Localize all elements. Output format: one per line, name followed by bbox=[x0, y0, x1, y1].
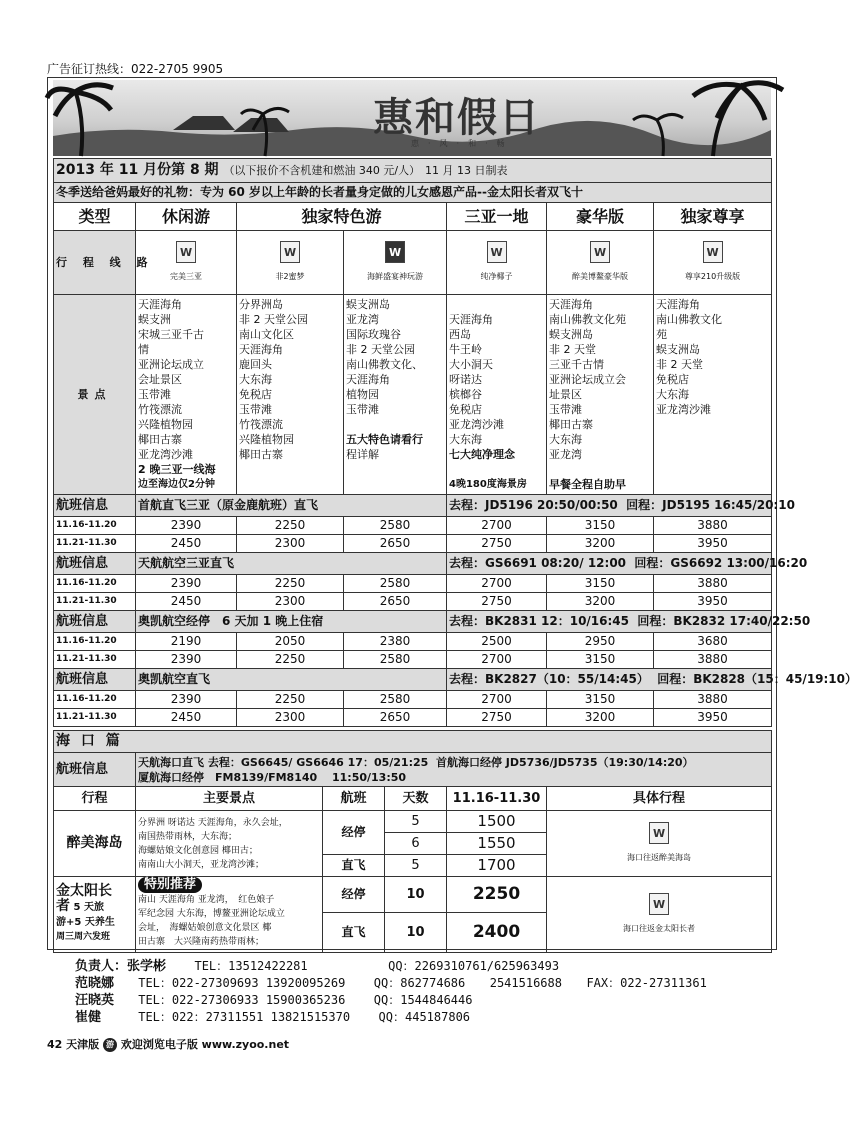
route1-days: 6 bbox=[385, 833, 447, 855]
col-type: 类型 bbox=[54, 203, 136, 231]
price-cell: 2450 bbox=[136, 709, 237, 727]
sights-sanya-only bbox=[447, 295, 547, 495]
sight-item: 亚洲论坛成立 bbox=[138, 358, 204, 371]
sight-item: 非 2 天堂公园 bbox=[239, 313, 308, 326]
route2-days: 10 bbox=[385, 877, 447, 913]
contact-tel: TEL：13512422281 bbox=[194, 959, 308, 973]
contact-tel: TEL：022-27306933 15900365236 bbox=[138, 993, 346, 1007]
date-range: 11.21-11.30 bbox=[54, 593, 136, 611]
sight-line: 会址， 海螺姑娘创意文化景区 椰 bbox=[138, 923, 272, 933]
price-cell: 2750 bbox=[447, 709, 547, 727]
sight-item: 址景区 bbox=[549, 388, 582, 401]
price-cell: 2500 bbox=[447, 633, 547, 651]
col-luxury: 豪华版 bbox=[547, 203, 654, 231]
sight-item: 天涯海角 bbox=[346, 373, 390, 386]
sight-item: 玉带滩 bbox=[138, 388, 171, 401]
route1-direct: 直飞 bbox=[323, 855, 385, 877]
sight-item: 天涯海角 bbox=[138, 298, 182, 311]
price-cell: 2390 bbox=[136, 575, 237, 593]
price-cell: 2750 bbox=[447, 593, 547, 611]
price-cell: 2650 bbox=[344, 709, 447, 727]
contact-qq: QQ：862774686 bbox=[373, 976, 466, 990]
price-cell: 2580 bbox=[344, 517, 447, 535]
flight-return: 回程：JD5195 16:45/20:10 bbox=[626, 498, 795, 512]
route1-price: 1550 bbox=[447, 833, 547, 855]
route2-sights bbox=[136, 877, 323, 953]
flight-outbound: 去程：BK2831 12：10/16:45 bbox=[449, 614, 630, 628]
promo-row bbox=[54, 183, 772, 203]
haikou-col-flight: 航班 bbox=[323, 787, 385, 811]
flight-carrier: 天航航空三亚直飞 bbox=[136, 553, 447, 575]
route2-days: 10 bbox=[385, 913, 447, 953]
route-doc-3[interactable] bbox=[344, 231, 447, 295]
haikou-col-detail: 具体行程 bbox=[547, 787, 772, 811]
sight-item: 苑 bbox=[656, 328, 667, 341]
sight-item: 程详解 bbox=[346, 448, 379, 461]
sight-item: 三亚千古情 bbox=[549, 358, 604, 371]
price-cell: 3200 bbox=[547, 535, 654, 553]
contact-name: 负责人：张学彬 bbox=[75, 959, 167, 974]
price-cell: 2700 bbox=[447, 517, 547, 535]
route1-days: 5 bbox=[385, 811, 447, 833]
flight-label: 航班信息 bbox=[54, 669, 136, 691]
price-row bbox=[54, 709, 772, 727]
sight-item: 西岛 bbox=[449, 328, 471, 341]
flight-return: 回程：BK2828（15：45/19:10） bbox=[657, 672, 857, 686]
route2-doc-label: 海口往返金太阳长者 bbox=[623, 924, 696, 933]
page-number: 42 天津版 bbox=[47, 1038, 100, 1051]
price-cell: 2300 bbox=[237, 593, 344, 611]
sight-item bbox=[449, 297, 544, 312]
price-cell: 2250 bbox=[237, 691, 344, 709]
sight-line: 分界洲 呀诺达 天涯海角，永久会址， bbox=[138, 817, 288, 828]
contact-qq: QQ：2269310761/625963493 bbox=[388, 959, 560, 973]
price-cell: 2300 bbox=[237, 709, 344, 727]
sight-item: 植物园 bbox=[346, 388, 379, 401]
price-cell: 2250 bbox=[237, 517, 344, 535]
contact-name: 汪晓英 bbox=[75, 993, 115, 1008]
contact-name: 崔健 bbox=[75, 1010, 102, 1025]
haikou-section-row bbox=[54, 731, 772, 753]
sight-item: 大东海 bbox=[549, 433, 582, 446]
route2-direct: 直飞 bbox=[323, 913, 385, 953]
sight-item: 2 晚三亚一线海 bbox=[138, 463, 216, 476]
haikou-route1-row bbox=[54, 811, 772, 833]
date-range: 11.16-11.20 bbox=[54, 517, 136, 535]
sight-item: 亚龙湾 bbox=[346, 313, 379, 326]
brand-logo: 惠和假日 bbox=[373, 94, 541, 141]
price-row bbox=[54, 535, 772, 553]
price-cell: 2390 bbox=[136, 691, 237, 709]
route2-name-line: 游+5 天养生 bbox=[56, 917, 115, 928]
price-row bbox=[54, 575, 772, 593]
flight-return: 回程：GS6692 13:00/16:20 bbox=[634, 556, 808, 570]
price-cell: 3200 bbox=[547, 593, 654, 611]
sight-item: 槟榔谷 bbox=[449, 388, 482, 401]
price-cell: 2190 bbox=[136, 633, 237, 651]
date-range: 11.16-11.20 bbox=[54, 691, 136, 709]
flight-times bbox=[447, 553, 808, 575]
price-row bbox=[54, 633, 772, 651]
flight-times bbox=[447, 495, 795, 517]
price-cell: 2650 bbox=[344, 593, 447, 611]
sight-item: 五大特色请看行 bbox=[346, 433, 423, 446]
route2-name-line: 者 bbox=[56, 898, 70, 914]
flight-carrier: 奥凯航空经停 6 天加 1 晚上住宿 bbox=[136, 611, 447, 633]
route-doc-label: 海鲜盛宴神玩游 bbox=[367, 272, 423, 281]
sight-item: 玉带滩 bbox=[346, 403, 379, 416]
price-cell: 3880 bbox=[654, 517, 772, 535]
flight-outbound: 去程：GS6691 08:20/ 12:00 bbox=[449, 556, 627, 570]
sight-item: 竹筏漂流 bbox=[138, 403, 182, 416]
route-doc-label: 非2蜜梦 bbox=[275, 272, 305, 281]
route1-price: 1700 bbox=[447, 855, 547, 877]
sight-item: 蜈支洲 bbox=[138, 313, 171, 326]
route1-sights bbox=[136, 811, 323, 877]
price-cell: 2700 bbox=[447, 575, 547, 593]
sight-item: 亚龙湾沙滩 bbox=[449, 418, 504, 431]
sights-luxury bbox=[547, 295, 654, 495]
sight-item: 兴隆植物园 bbox=[138, 418, 193, 431]
price-cell: 2390 bbox=[136, 517, 237, 535]
price-cell: 3880 bbox=[654, 575, 772, 593]
price-cell: 3150 bbox=[547, 691, 654, 709]
flight-info-row bbox=[54, 669, 772, 691]
price-table bbox=[53, 158, 857, 727]
price-note: （以下报价不含机建和燃油 340 元/人） bbox=[223, 164, 421, 177]
flight-times bbox=[447, 611, 811, 633]
sight-item: 南山佛教文化苑 bbox=[549, 313, 626, 326]
price-cell: 3200 bbox=[547, 709, 654, 727]
route2-name bbox=[54, 877, 136, 953]
sight-item: 亚龙湾沙滩 bbox=[138, 448, 193, 461]
route-doc-label: 醉美博鳌豪华版 bbox=[572, 272, 628, 281]
word-doc-icon bbox=[280, 241, 300, 263]
sight-item: 非 2 天堂公园 bbox=[346, 343, 415, 356]
sight-item: 天涯海角 bbox=[656, 298, 700, 311]
sight-item: 4晚180度海景房 bbox=[449, 479, 527, 490]
sight-line: 南国热带雨林，大东海； bbox=[138, 831, 238, 842]
flight-label: 航班信息 bbox=[54, 495, 136, 517]
haikou-flight-line: 首航海口经停 JD5736/JD5735（19:30/14:20） bbox=[435, 755, 694, 769]
route2-price: 2400 bbox=[447, 913, 547, 953]
promo-text: 冬季送给爸妈最好的礼物：专为 60 岁以上年龄的长者量身定做的儿女感恩产品--金太阳长者双飞十 bbox=[54, 183, 772, 203]
sight-item: 天涯海角 bbox=[239, 343, 283, 356]
sight-item: 亚龙湾 bbox=[549, 448, 582, 461]
sight-item: 玉带滩 bbox=[549, 403, 582, 416]
sights-special-b bbox=[344, 295, 447, 495]
route1-days: 5 bbox=[385, 855, 447, 877]
route-doc-2[interactable] bbox=[237, 231, 344, 295]
col-leisure: 休闲游 bbox=[136, 203, 237, 231]
flight-label: 航班信息 bbox=[54, 553, 136, 575]
price-cell: 2950 bbox=[547, 633, 654, 651]
price-cell: 3950 bbox=[654, 535, 772, 553]
flight-carrier: 奥凯航空直飞 bbox=[136, 669, 447, 691]
price-cell: 2450 bbox=[136, 593, 237, 611]
route-label: 行 程 线 路 bbox=[54, 231, 136, 295]
price-cell: 3880 bbox=[654, 691, 772, 709]
banner bbox=[53, 80, 771, 156]
price-cell: 2580 bbox=[344, 691, 447, 709]
route1-doc[interactable] bbox=[547, 811, 772, 877]
word-doc-icon bbox=[385, 241, 405, 263]
haikou-header-row bbox=[54, 787, 772, 811]
sight-line: 南南山大小洞天，亚龙湾沙滩； bbox=[138, 859, 265, 870]
route-doc-label: 纯净椰子 bbox=[480, 272, 513, 281]
route-doc-label: 完美三亚 bbox=[170, 272, 202, 281]
price-cell: 3880 bbox=[654, 651, 772, 669]
word-doc-icon bbox=[590, 241, 610, 263]
sight-line: 海螺姑娘文化创意园 椰田古； bbox=[138, 845, 258, 856]
sight-item: 牛王岭 bbox=[449, 343, 482, 356]
contact-tel: TEL：022：27311551 13821515370 bbox=[138, 1010, 351, 1024]
contact-fax: FAX：022-27311361 bbox=[586, 976, 707, 990]
date-range: 11.21-11.30 bbox=[54, 651, 136, 669]
haikou-flight-label: 航班信息 bbox=[54, 753, 136, 787]
route2-doc[interactable] bbox=[547, 877, 772, 953]
sight-item: 呀诺达 bbox=[449, 373, 482, 386]
price-cell: 2380 bbox=[344, 633, 447, 651]
price-row bbox=[54, 517, 772, 535]
sight-item: 南山文化区 bbox=[239, 328, 294, 341]
price-cell: 2580 bbox=[344, 575, 447, 593]
contact-qq: QQ：445187806 bbox=[378, 1010, 471, 1024]
contact-row bbox=[75, 992, 707, 1009]
flight-return: 回程：BK2832 17:40/22:50 bbox=[637, 614, 811, 628]
sight-item: 大东海 bbox=[449, 433, 482, 446]
contact-qq-extra: 2541516688 bbox=[489, 976, 562, 990]
price-cell: 2750 bbox=[447, 535, 547, 553]
route1-price: 1500 bbox=[447, 811, 547, 833]
sight-item: 亚洲论坛成立会 bbox=[549, 373, 626, 386]
sight-item: 七大纯净理念 bbox=[449, 448, 515, 461]
sight-item: 边至海边仅2分钟 bbox=[138, 479, 215, 490]
price-row bbox=[54, 593, 772, 611]
website-link[interactable]: 欢迎浏览电子版 www.zyoo.net bbox=[120, 1038, 290, 1051]
route1-stop: 经停 bbox=[323, 811, 385, 855]
sight-item: 椰田古寨 bbox=[138, 433, 182, 446]
issue-title: 2013 年 11 月份第 8 期 bbox=[56, 162, 219, 178]
route2-name-line: 周三周六发班 bbox=[56, 932, 111, 942]
route-doc-4[interactable] bbox=[447, 231, 547, 295]
sight-item: 天涯海角 bbox=[449, 313, 493, 326]
sight-item: 情 bbox=[138, 343, 149, 356]
word-doc-icon bbox=[176, 241, 196, 263]
route1-name: 醉美海岛 bbox=[54, 811, 136, 877]
sight-item: 会址景区 bbox=[138, 373, 182, 386]
word-doc-icon bbox=[703, 241, 723, 263]
sight-item: 天涯海角 bbox=[549, 298, 593, 311]
haikou-col-period: 11.16-11.30 bbox=[447, 787, 547, 811]
sight-line: 南山 天涯海角 亚龙湾， 红色娘子 bbox=[138, 895, 275, 905]
route2-price: 2250 bbox=[447, 877, 547, 913]
route-doc-6[interactable] bbox=[654, 231, 772, 295]
sight-item: 免税店 bbox=[449, 403, 482, 416]
contact-tel: TEL：022-27309693 13920095269 bbox=[138, 976, 346, 990]
haikou-flight-row bbox=[54, 753, 772, 787]
sight-line: 军纪念园 大东海，博鳌亚洲论坛成立 bbox=[138, 909, 285, 919]
contact-name: 范晓娜 bbox=[75, 976, 115, 991]
date-range: 11.16-11.20 bbox=[54, 633, 136, 651]
price-cell: 2700 bbox=[447, 691, 547, 709]
col-exclusive: 独家尊享 bbox=[654, 203, 772, 231]
price-cell: 3150 bbox=[547, 651, 654, 669]
price-row bbox=[54, 651, 772, 669]
column-header-row bbox=[54, 203, 772, 231]
sights-row bbox=[54, 295, 772, 495]
special-recommend-tag: 特别推荐 bbox=[138, 877, 202, 893]
sight-item: 宋城三亚千古 bbox=[138, 328, 204, 341]
brand-slogan: 惠·风·和·畅 bbox=[411, 139, 514, 148]
price-row bbox=[54, 691, 772, 709]
price-cell: 3150 bbox=[547, 575, 654, 593]
sight-item: 大东海 bbox=[656, 388, 689, 401]
sight-item bbox=[449, 462, 544, 477]
sight-item: 鹿回头 bbox=[239, 358, 272, 371]
route2-name-line: 5 天旅 bbox=[73, 902, 104, 913]
route-doc-5[interactable] bbox=[547, 231, 654, 295]
page-footer bbox=[47, 1036, 289, 1052]
sight-item: 免税店 bbox=[656, 373, 689, 386]
haikou-col-days: 天数 bbox=[385, 787, 447, 811]
date-range: 11.21-11.30 bbox=[54, 535, 136, 553]
sight-item: 蜈支洲岛 bbox=[549, 328, 593, 341]
sight-item: 椰田古寨 bbox=[549, 418, 593, 431]
contact-qq: QQ：1544846446 bbox=[373, 993, 473, 1007]
price-cell: 2450 bbox=[136, 535, 237, 553]
haikou-flight-line: 天航海口直飞 去程：GS6645/ GS6646 17：05/21:25 bbox=[138, 755, 429, 769]
route2-stop: 经停 bbox=[323, 877, 385, 913]
price-cell: 3950 bbox=[654, 709, 772, 727]
price-cell: 2580 bbox=[344, 651, 447, 669]
issue-title-row bbox=[54, 159, 772, 183]
sight-item bbox=[346, 417, 444, 432]
price-cell: 3950 bbox=[654, 593, 772, 611]
sight-item: 免税店 bbox=[239, 388, 272, 401]
flight-times bbox=[447, 669, 857, 691]
haikou-col-route: 行程 bbox=[54, 787, 136, 811]
word-doc-icon bbox=[649, 822, 669, 844]
sight-item: 早餐全程自助早 bbox=[549, 478, 626, 491]
price-cell: 2250 bbox=[237, 575, 344, 593]
route-row bbox=[54, 231, 772, 295]
flight-carrier: 首航直飞三亚（原金鹿航班）直飞 bbox=[136, 495, 447, 517]
flight-info-row bbox=[54, 611, 772, 633]
issue-date: 11 月 13 日制表 bbox=[425, 164, 508, 177]
haikou-col-sights: 主要景点 bbox=[136, 787, 323, 811]
date-range: 11.21-11.30 bbox=[54, 709, 136, 727]
price-cell: 2050 bbox=[237, 633, 344, 651]
price-cell: 2250 bbox=[237, 651, 344, 669]
sight-item: 南山佛教文化、 bbox=[346, 358, 423, 371]
sight-item: 兴隆植物园 bbox=[239, 433, 294, 446]
flight-info-row bbox=[54, 553, 772, 575]
haikou-flight-line: 厦航海口经停 FM8139/FM8140 11:50/13:50 bbox=[138, 770, 407, 784]
sight-item: 亚龙湾沙滩 bbox=[656, 403, 711, 416]
ad-hotline: 广告征订热线：022-2705 9905 bbox=[47, 62, 224, 76]
sight-item: 非 2 天堂 bbox=[656, 358, 703, 371]
col-sanya-only: 三亚一地 bbox=[447, 203, 547, 231]
date-range: 11.16-11.20 bbox=[54, 575, 136, 593]
price-cell: 2650 bbox=[344, 535, 447, 553]
sight-line: 田古寨 大兴隆南药热带雨林； bbox=[138, 937, 265, 947]
sight-item: 南山佛教文化 bbox=[656, 313, 722, 326]
sight-item: 竹筏漂流 bbox=[239, 418, 283, 431]
price-cell: 3150 bbox=[547, 517, 654, 535]
contact-row bbox=[75, 958, 707, 975]
route1-doc-label: 海口往返醉美海岛 bbox=[627, 853, 692, 862]
word-doc-icon bbox=[649, 893, 669, 915]
sight-item: 国际玫瑰谷 bbox=[346, 328, 401, 341]
sight-item bbox=[549, 462, 651, 477]
sights-special-a bbox=[237, 295, 344, 495]
route-doc-label: 尊享210升级版 bbox=[684, 272, 741, 281]
word-doc-icon bbox=[487, 241, 507, 263]
contact-row bbox=[75, 1009, 707, 1026]
sights-leisure bbox=[136, 295, 237, 495]
sight-item: 分界洲岛 bbox=[239, 298, 283, 311]
haikou-table bbox=[53, 730, 772, 953]
sight-item: 蜈支洲岛 bbox=[346, 298, 390, 311]
contact-row bbox=[75, 975, 707, 992]
sights-exclusive bbox=[654, 295, 772, 495]
sight-item: 蜈支洲岛 bbox=[656, 343, 700, 356]
contacts bbox=[75, 958, 707, 1026]
price-cell: 2300 bbox=[237, 535, 344, 553]
sight-item: 非 2 天堂 bbox=[549, 343, 596, 356]
price-cell: 2390 bbox=[136, 651, 237, 669]
sight-item: 大小洞天 bbox=[449, 358, 493, 371]
col-special: 独家特色游 bbox=[237, 203, 447, 231]
travel-logo-icon: 游 bbox=[103, 1038, 117, 1052]
flight-outbound: 去程：JD5196 20:50/00:50 bbox=[449, 498, 618, 512]
haikou-flight-info bbox=[136, 753, 772, 787]
route2-name-line: 金太阳长 bbox=[56, 883, 112, 899]
haikou-route2-row bbox=[54, 877, 772, 913]
sight-item: 大东海 bbox=[239, 373, 272, 386]
sight-item: 椰田古寨 bbox=[239, 448, 283, 461]
flight-label: 航班信息 bbox=[54, 611, 136, 633]
flight-outbound: 去程：BK2827（10：55/14:45） bbox=[449, 672, 649, 686]
sights-label: 景点 bbox=[54, 295, 136, 495]
sight-item: 玉带滩 bbox=[239, 403, 272, 416]
price-cell: 2700 bbox=[447, 651, 547, 669]
flight-info-row bbox=[54, 495, 772, 517]
price-cell: 3680 bbox=[654, 633, 772, 651]
haikou-section-title: 海 口 篇 bbox=[54, 731, 772, 753]
